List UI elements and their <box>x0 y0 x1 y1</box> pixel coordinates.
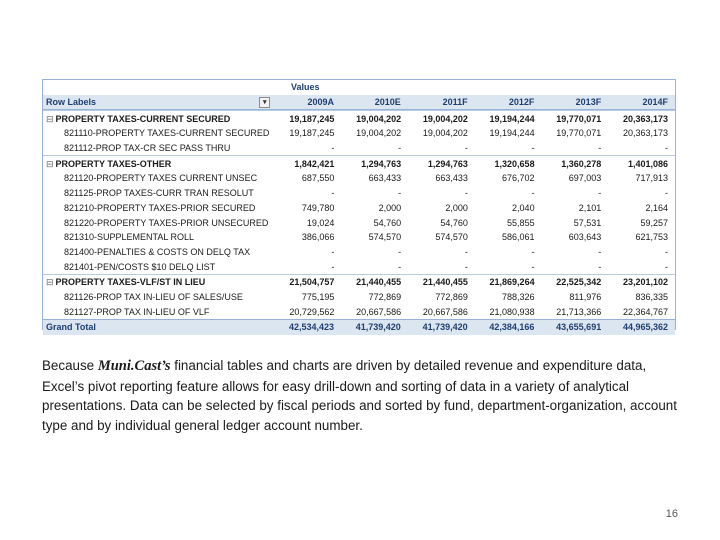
value-cell: 20,667,586 <box>356 306 402 317</box>
row-label: 821310-SUPPLEMENTAL ROLL <box>64 232 195 243</box>
value-cell: 772,869 <box>435 291 468 302</box>
value-cell: - <box>598 246 602 257</box>
group-row[interactable] <box>43 274 675 290</box>
value-cell: 23,201,102 <box>622 277 669 288</box>
value-cell: 59,257 <box>640 217 669 228</box>
column-header[interactable]: 2010E <box>374 97 401 108</box>
row-label-cell <box>43 171 275 185</box>
value-cell: 21,080,938 <box>489 306 535 317</box>
row-label-cell <box>43 260 275 274</box>
value-cell: 788,326 <box>502 291 535 302</box>
grand-total-values <box>274 320 675 334</box>
value-cell: 19,004,202 <box>422 128 468 139</box>
table-row <box>43 259 675 274</box>
value-cell: 663,433 <box>435 173 468 184</box>
value-cell: 749,780 <box>301 202 335 213</box>
value-cell: 687,550 <box>301 173 335 184</box>
column-header-row <box>43 95 675 111</box>
grand-total-row <box>43 319 675 335</box>
values-label: Values <box>291 82 320 93</box>
value-cell: 54,760 <box>440 217 468 228</box>
row-label: 821210-PROPERTY TAXES-PRIOR SECURED <box>64 202 256 213</box>
value-cell: 811,976 <box>569 291 602 302</box>
grand-total-cell: 41,739,420 <box>422 322 468 333</box>
caption-body: financial tables and charts are driven by detailed revenue and expenditure data, Excel’s pivot reporting feature allows for easy drill-down and sorting of data in a variety of analytical presentations. Data can be selected by fiscal periods and sorted by fund, department-organization, account type and by individual general ledger account number. <box>42 358 677 433</box>
row-label: 821127-PROP TAX IN-LIEU OF VLF <box>64 306 210 317</box>
column-headers <box>274 95 675 109</box>
value-cell: 2,040 <box>512 202 535 213</box>
table-row <box>43 215 675 230</box>
row-label: 821401-PEN/COSTS $10 DELQ LIST <box>64 261 216 272</box>
value-cell: - <box>464 261 468 272</box>
row-label: 821126-PROP TAX IN-LIEU OF SALES/USE <box>64 291 243 302</box>
value-cell: - <box>464 143 468 154</box>
pivot-table <box>42 79 676 333</box>
value-cell: 1,294,763 <box>361 158 402 169</box>
value-cell: 22,364,767 <box>622 306 669 317</box>
value-cell: 19,024 <box>306 217 335 228</box>
caption-intro: Because <box>42 358 98 373</box>
value-cell: 2,000 <box>378 202 402 213</box>
column-header[interactable]: 2009A <box>307 97 335 108</box>
value-cell: 19,770,071 <box>556 128 602 139</box>
row-label-cell <box>43 245 275 259</box>
value-cell: - <box>531 261 535 272</box>
value-cell: - <box>665 188 669 199</box>
row-label-cell <box>43 216 275 230</box>
value-cell: - <box>398 143 402 154</box>
value-cell: 1,320,658 <box>494 158 535 169</box>
value-cell: - <box>331 246 335 257</box>
value-cell: - <box>531 246 535 257</box>
row-label-cell <box>43 126 275 140</box>
table-row <box>43 186 675 201</box>
value-cell: 19,187,245 <box>289 113 335 124</box>
value-cell: 1,401,086 <box>627 158 669 169</box>
brand-name: Muni.Cast’s <box>97 358 171 374</box>
value-cell: 20,729,562 <box>289 306 335 317</box>
row-label-cell <box>43 305 275 319</box>
collapse-icon[interactable]: ⊟ <box>46 113 54 124</box>
value-cell: 54,760 <box>373 217 402 228</box>
value-cell: 2,000 <box>445 202 468 213</box>
value-cell: 603,643 <box>568 232 602 243</box>
value-cell: 21,869,264 <box>489 277 535 288</box>
value-cell: - <box>598 143 602 154</box>
value-cell: 2,101 <box>578 202 602 213</box>
value-cell: - <box>598 188 602 199</box>
row-labels-header[interactable] <box>43 95 274 109</box>
value-cell: - <box>464 246 468 257</box>
value-cell: 19,004,202 <box>422 113 468 124</box>
grand-total-cell: 44,965,362 <box>622 322 668 333</box>
value-cell: - <box>665 246 669 257</box>
value-cell: 19,187,245 <box>289 128 335 139</box>
group-row[interactable] <box>43 110 675 126</box>
value-cell: 21,504,757 <box>289 277 335 288</box>
value-cell: - <box>331 143 335 154</box>
value-cell: - <box>531 188 535 199</box>
value-cell: 57,531 <box>573 217 602 228</box>
value-cell: 574,570 <box>435 232 468 243</box>
value-cell: - <box>531 143 535 154</box>
row-label: 821125-PROP TAXES-CURR TRAN RESOLUT <box>64 188 254 199</box>
value-cell: 621,753 <box>635 232 669 243</box>
value-cell: - <box>398 261 402 272</box>
collapse-icon[interactable]: ⊟ <box>46 158 54 169</box>
description-paragraph <box>42 356 682 435</box>
value-cell: - <box>665 261 669 272</box>
row-label: PROPERTY TAXES-CURRENT SECURED <box>55 113 231 124</box>
value-cell: - <box>398 188 402 199</box>
value-cell: 586,061 <box>502 232 535 243</box>
value-cell: 55,855 <box>507 217 535 228</box>
row-label: 821110-PROPERTY TAXES-CURRENT SECURED <box>64 128 270 139</box>
value-cell: 20,363,173 <box>622 113 669 124</box>
row-label-cell <box>43 141 275 155</box>
grand-total-cell: 43,655,691 <box>556 322 602 333</box>
value-cell: 19,770,071 <box>556 113 602 124</box>
grand-total-cell: 42,534,423 <box>288 322 335 333</box>
value-cell: 1,360,278 <box>561 158 602 169</box>
column-header[interactable]: 2012F <box>508 97 535 108</box>
row-labels-text: Row Labels <box>46 97 97 108</box>
row-label-cell <box>43 230 275 244</box>
value-cell: 836,335 <box>635 291 669 302</box>
value-cell: 772,869 <box>368 291 402 302</box>
row-label: 821112-PROP TAX-CR SEC PASS THRU <box>64 143 231 154</box>
value-cell: 1,294,763 <box>427 158 468 169</box>
value-cell: 1,842,421 <box>294 158 335 169</box>
row-label-cell <box>43 112 275 126</box>
row-label-cell <box>43 290 275 304</box>
value-cell: 19,194,244 <box>489 128 535 139</box>
value-cell: 676,702 <box>502 173 535 184</box>
row-label-cell <box>43 157 275 171</box>
row-label: 821220-PROPERTY TAXES-PRIOR UNSECURED <box>64 217 269 228</box>
value-cell: 663,433 <box>368 173 402 184</box>
value-cell: 2,164 <box>645 202 669 213</box>
value-cell: - <box>665 143 669 154</box>
row-label: 821400-PENALTIES & COSTS ON DELQ TAX <box>64 246 251 257</box>
value-cell: 717,913 <box>635 173 669 184</box>
filter-dropdown-icon[interactable]: ▾ <box>259 97 270 108</box>
value-cell: 19,004,202 <box>356 113 402 124</box>
value-cell: 775,195 <box>301 291 335 302</box>
row-label-cell <box>43 186 275 200</box>
value-cell: 20,363,173 <box>622 128 669 139</box>
value-cell: 697,003 <box>568 173 602 184</box>
grand-total-label: Grand Total <box>46 322 96 333</box>
table-row <box>43 141 675 156</box>
value-cell: - <box>331 261 335 272</box>
value-cell: - <box>464 188 468 199</box>
table-row <box>43 126 675 141</box>
page-number: 16 <box>665 508 678 520</box>
row-label-cell <box>43 201 275 215</box>
value-cell: - <box>598 261 602 272</box>
value-cell: 574,570 <box>368 232 402 243</box>
table-row <box>43 230 675 245</box>
value-cell: - <box>331 188 335 199</box>
row-label: PROPERTY TAXES-OTHER <box>55 158 172 169</box>
value-cell: 20,667,586 <box>422 306 468 317</box>
value-cell: 19,004,202 <box>356 128 402 139</box>
column-header[interactable]: 2014F <box>642 97 668 108</box>
value-cell: 21,440,455 <box>356 277 402 288</box>
grand-total-cell: 42,384,166 <box>489 322 535 333</box>
column-header[interactable]: 2013F <box>575 97 602 108</box>
value-cell: 21,713,366 <box>556 306 602 317</box>
values-header-row <box>43 80 675 95</box>
row-label-cell <box>43 275 275 289</box>
value-cell: 21,440,455 <box>422 277 468 288</box>
value-cell: 22,525,342 <box>556 277 602 288</box>
table-row <box>43 171 675 186</box>
collapse-icon[interactable]: ⊟ <box>46 277 54 288</box>
pivot-body <box>43 110 675 319</box>
value-cell: 19,194,244 <box>489 113 535 124</box>
row-label: PROPERTY TAXES-VLF/ST IN LIEU <box>55 277 206 288</box>
value-cell: 386,066 <box>301 232 335 243</box>
grand-total-cell: 41,739,420 <box>355 322 401 333</box>
table-row <box>43 201 675 216</box>
column-header[interactable]: 2011F <box>442 97 468 108</box>
table-row <box>43 290 675 305</box>
table-row <box>43 245 675 260</box>
table-row <box>43 304 675 319</box>
value-cell: - <box>398 246 402 257</box>
row-label: 821120-PROPERTY TAXES CURRENT UNSEC <box>64 173 258 184</box>
group-row[interactable] <box>43 155 675 171</box>
